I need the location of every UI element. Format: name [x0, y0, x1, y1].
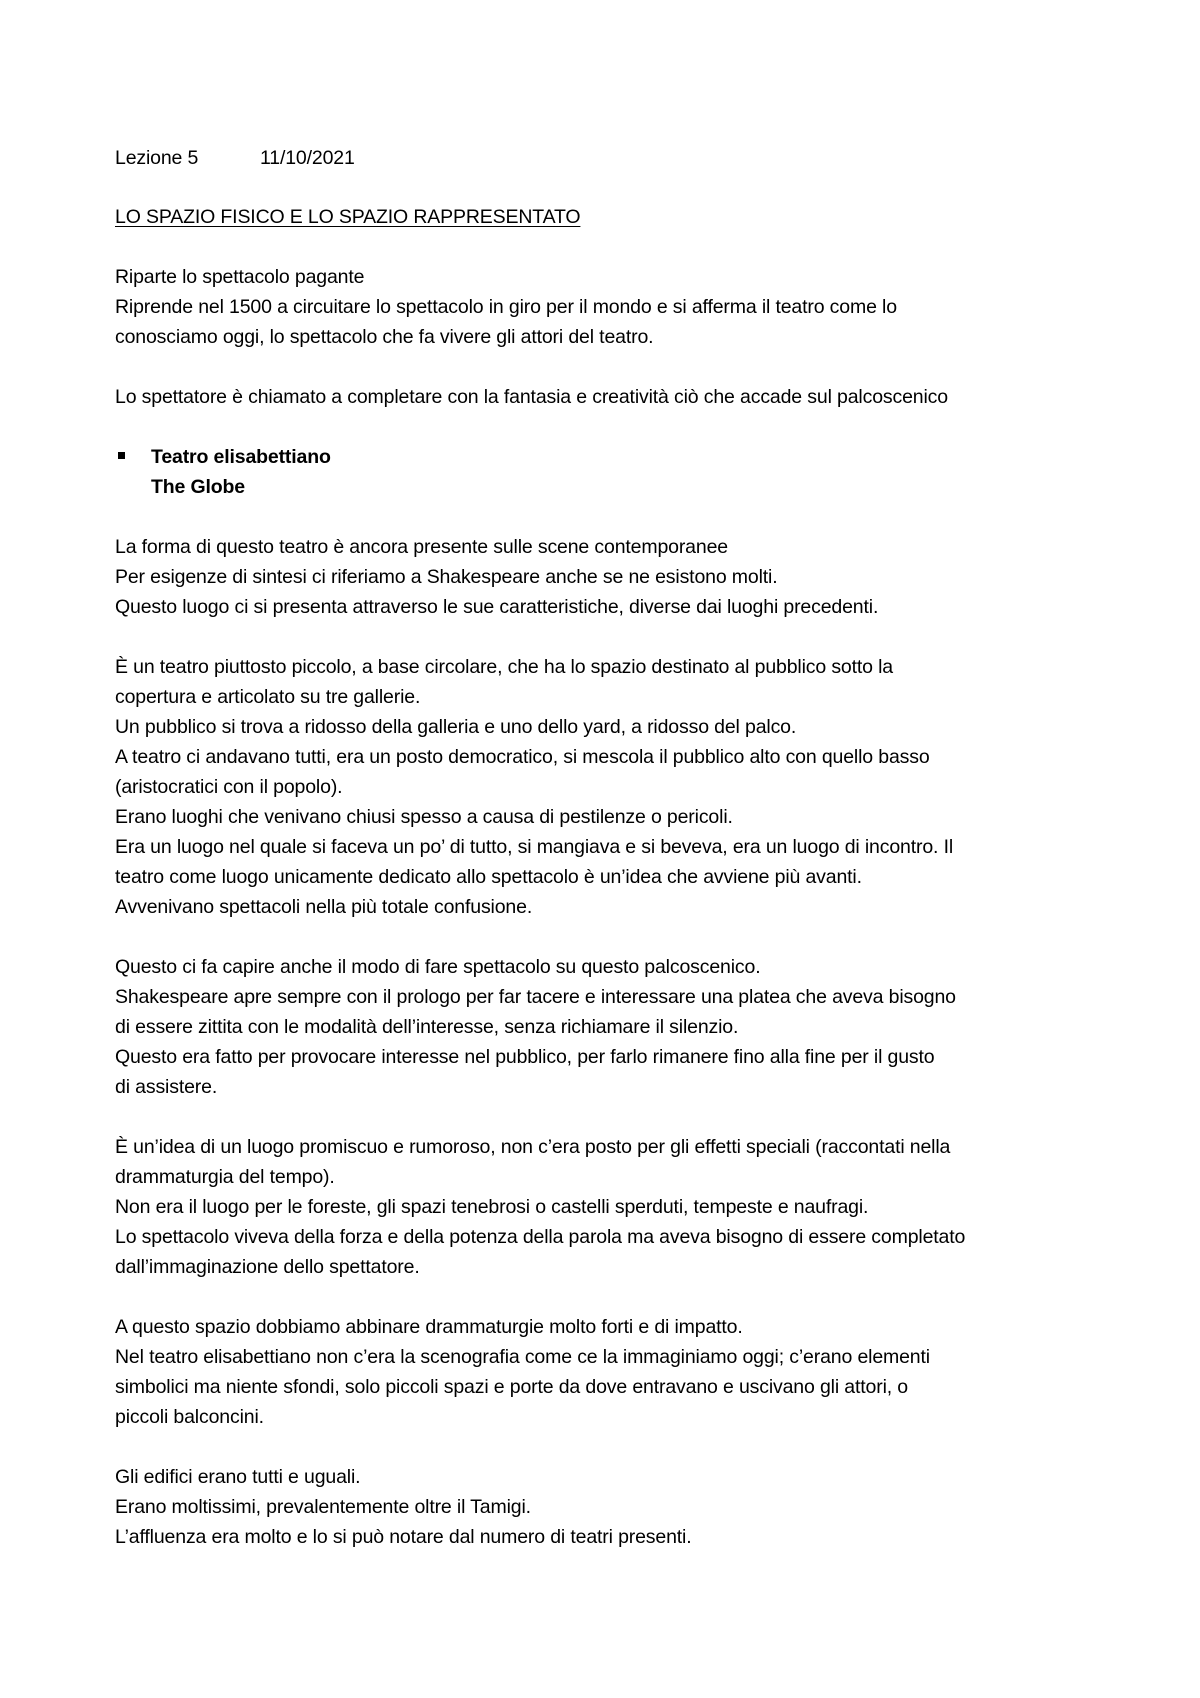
text-line: Erano moltissimi, prevalentemente oltre il Tamigi. — [115, 1496, 531, 1518]
text-line: Lo spettatore è chiamato a completare con la fantasia e creatività ciò che accade sul palcoscenico — [115, 386, 948, 408]
spacer — [115, 502, 1115, 532]
text-line: Erano luoghi che venivano chiusi spesso a causa di pestilenze o pericoli. — [115, 806, 733, 828]
text-line: L’affluenza era molto e lo si può notare dal numero di teatri presenti. — [115, 1526, 692, 1548]
text-line: Questo ci fa capire anche il modo di fare spettacolo su questo palcoscenico. — [115, 956, 761, 978]
text-line: Questo era fatto per provocare interesse nel pubblico, per farlo rimanere fino alla fine per il gusto — [115, 1046, 935, 1068]
text-line: simbolici ma niente sfondi, solo piccoli spazi e porte da dove entravano e uscivano gli attori, o — [115, 1376, 908, 1398]
lesson-header — [115, 143, 1115, 173]
text-line: copertura e articolato su tre gallerie. — [115, 686, 421, 708]
text-line: Un pubblico si trova a ridosso della galleria e uno dello yard, a ridosso del palco. — [115, 716, 797, 738]
paragraph — [115, 1312, 1115, 1432]
lesson-date: 11/10/2021 — [260, 147, 355, 169]
spacer — [115, 1102, 1115, 1132]
text-line: drammaturgia del tempo). — [115, 1166, 335, 1188]
text-line: Riparte lo spettacolo pagante — [115, 266, 365, 288]
spacer — [115, 1282, 1115, 1312]
paragraph — [115, 1462, 1115, 1552]
lesson-number: Lezione 5 — [115, 147, 199, 169]
text-line: A questo spazio dobbiamo abbinare drammaturgie molto forti e di impatto. — [115, 1316, 743, 1338]
text-line: È un teatro piuttosto piccolo, a base circolare, che ha lo spazio destinato al pubblico sotto la — [115, 656, 893, 678]
bullet-item — [115, 442, 1115, 502]
text-line: La forma di questo teatro è ancora presente sulle scene contemporanee — [115, 536, 728, 558]
spacer — [115, 352, 1115, 382]
text-line: Nel teatro elisabettiano non c’era la scenografia come ce la immaginiamo oggi; c’erano elementi — [115, 1346, 930, 1368]
text-line: Teatro elisabettiano — [151, 446, 331, 468]
spacer — [115, 412, 1115, 442]
document-page — [115, 143, 1115, 1552]
spacer — [115, 232, 1115, 262]
paragraph — [115, 652, 1115, 922]
text-line: Lo spettacolo viveva della forza e della potenza della parola ma aveva bisogno di essere completato — [115, 1226, 966, 1248]
text-line: The Globe — [151, 476, 245, 498]
bullet-square-icon — [118, 452, 125, 459]
text-line: Gli edifici erano tutti e uguali. — [115, 1466, 361, 1488]
text-line: Per esigenze di sintesi ci riferiamo a Shakespeare anche se ne esistono molti. — [115, 566, 778, 588]
spacer — [115, 622, 1115, 652]
text-line: teatro come luogo unicamente dedicato allo spettacolo è un’idea che avviene più avanti. — [115, 866, 862, 888]
text-line: Avvenivano spettacoli nella più totale confusione. — [115, 896, 533, 918]
text-line: Shakespeare apre sempre con il prologo per far tacere e interessare una platea che aveva bisogno — [115, 986, 956, 1008]
text-line: Questo luogo ci si presenta attraverso le sue caratteristiche, diverse dai luoghi precedenti. — [115, 596, 879, 618]
paragraph — [115, 382, 1115, 412]
page-title: LO SPAZIO FISICO E LO SPAZIO RAPPRESENTATO — [115, 206, 581, 228]
text-line: È un’idea di un luogo promiscuo e rumoroso, non c’era posto per gli effetti speciali (raccontati nella — [115, 1136, 951, 1158]
text-line: piccoli balconcini. — [115, 1406, 264, 1428]
text-line: (aristocratici con il popolo). — [115, 776, 343, 798]
paragraph — [115, 262, 1115, 352]
paragraph — [115, 532, 1115, 622]
text-line: A teatro ci andavano tutti, era un posto democratico, si mescola il pubblico alto con quello basso — [115, 746, 930, 768]
text-line: dall’immaginazione dello spettatore. — [115, 1256, 420, 1278]
paragraph — [115, 952, 1115, 1102]
text-line: conosciamo oggi, lo spettacolo che fa vivere gli attori del teatro. — [115, 326, 654, 348]
text-line: Riprende nel 1500 a circuitare lo spettacolo in giro per il mondo e si afferma il teatro come lo — [115, 296, 897, 318]
text-line: Era un luogo nel quale si faceva un po’ di tutto, si mangiava e si beveva, era un luogo di incontro. Il — [115, 836, 954, 858]
text-line: di essere zittita con le modalità dell’interesse, senza richiamare il silenzio. — [115, 1016, 739, 1038]
bullet-lines — [151, 442, 1115, 502]
spacer — [115, 922, 1115, 952]
paragraph — [115, 1132, 1115, 1282]
text-line: Non era il luogo per le foreste, gli spazi tenebrosi o castelli sperduti, tempeste e naufragi. — [115, 1196, 869, 1218]
text-line: di assistere. — [115, 1076, 218, 1098]
spacer — [115, 1432, 1115, 1462]
